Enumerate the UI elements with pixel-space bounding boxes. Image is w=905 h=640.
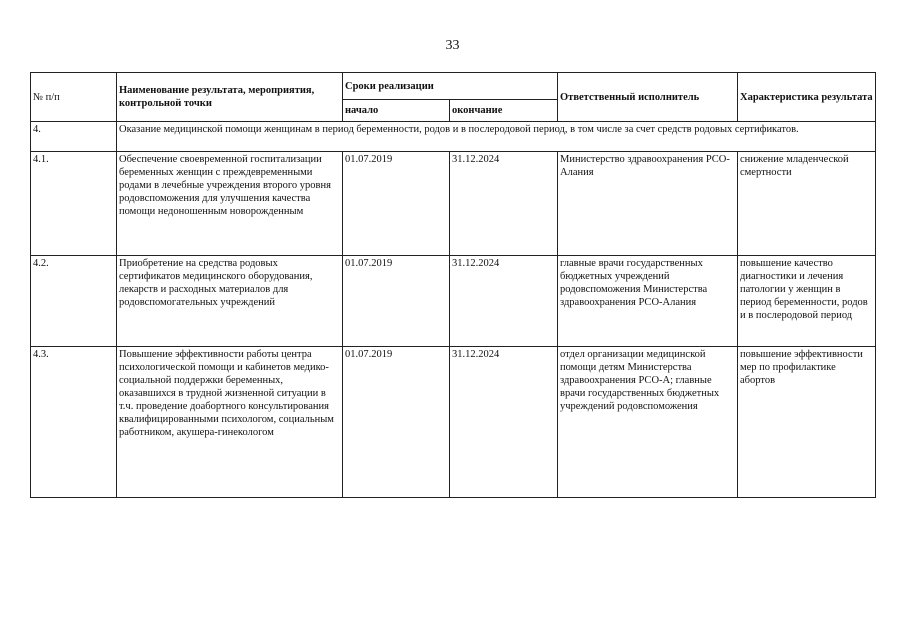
section-row — [31, 122, 876, 152]
row-result: повышение качество диагностики и лечения патологии у женщин в период беременности, родов и в послеродовой период — [738, 256, 876, 347]
header-executor: Ответственный исполнитель — [558, 73, 738, 122]
header-result: Характеристика результата — [738, 73, 876, 122]
row-end-date: 31.12.2024 — [450, 256, 558, 347]
implementation-plan-table — [30, 72, 876, 498]
row-name: Приобретение на средства родовых сертификатов медицинского оборудования, лекарств и расходных материалов для родовспомогательных учреждений — [117, 256, 343, 347]
row-executor: Министерство здравоохранения РСО-Алания — [558, 152, 738, 256]
section-num: 4. — [31, 122, 117, 152]
row-num: 4.1. — [31, 152, 117, 256]
row-executor: главные врачи государственных бюджетных учреждений родовспоможения Министерства здравоохранения РСО-Алания — [558, 256, 738, 347]
row-end-date: 31.12.2024 — [450, 152, 558, 256]
header-name: Наименование результата, мероприятия, контрольной точки — [117, 73, 343, 122]
row-result: повышение эффективности мер по профилактике абортов — [738, 347, 876, 498]
row-name: Обеспечение своевременной госпитализации беременных женщин с преждевременными родами в лечебные учреждения второго уровня родовспоможения для улучшения качества помощи недоношенным новорожденным — [117, 152, 343, 256]
header-start: начало — [343, 100, 450, 122]
row-result: снижение младенческой смертности — [738, 152, 876, 256]
row-end-date: 31.12.2024 — [450, 347, 558, 498]
row-start-date: 01.07.2019 — [343, 347, 450, 498]
header-end: окончание — [450, 100, 558, 122]
header-num: № п/п — [31, 73, 117, 122]
row-start-date: 01.07.2019 — [343, 152, 450, 256]
row-num: 4.2. — [31, 256, 117, 347]
row-start-date: 01.07.2019 — [343, 256, 450, 347]
row-executor: отдел организации медицинской помощи детям Министерства здравоохранения РСО-А; главные врачи государственных бюджетных учреждений родовспоможения — [558, 347, 738, 498]
row-name: Повышение эффективности работы центра психологической помощи и кабинетов медико-социальной поддержки беременных, оказавшихся в трудной жизненной ситуации в т.ч. проведение доабортного консультирования квалифицированными психологом, социальным работником, акушера-гинекологом — [117, 347, 343, 498]
row-num: 4.3. — [31, 347, 117, 498]
table-row — [31, 152, 876, 256]
section-title: Оказание медицинской помощи женщинам в период беременности, родов и в послеродовой период, в том числе за счет средств родовых сертификатов. — [117, 122, 876, 152]
table-row — [31, 256, 876, 347]
header-terms: Сроки реализации — [343, 73, 558, 100]
page-number: 33 — [445, 38, 460, 53]
table-row — [31, 347, 876, 498]
